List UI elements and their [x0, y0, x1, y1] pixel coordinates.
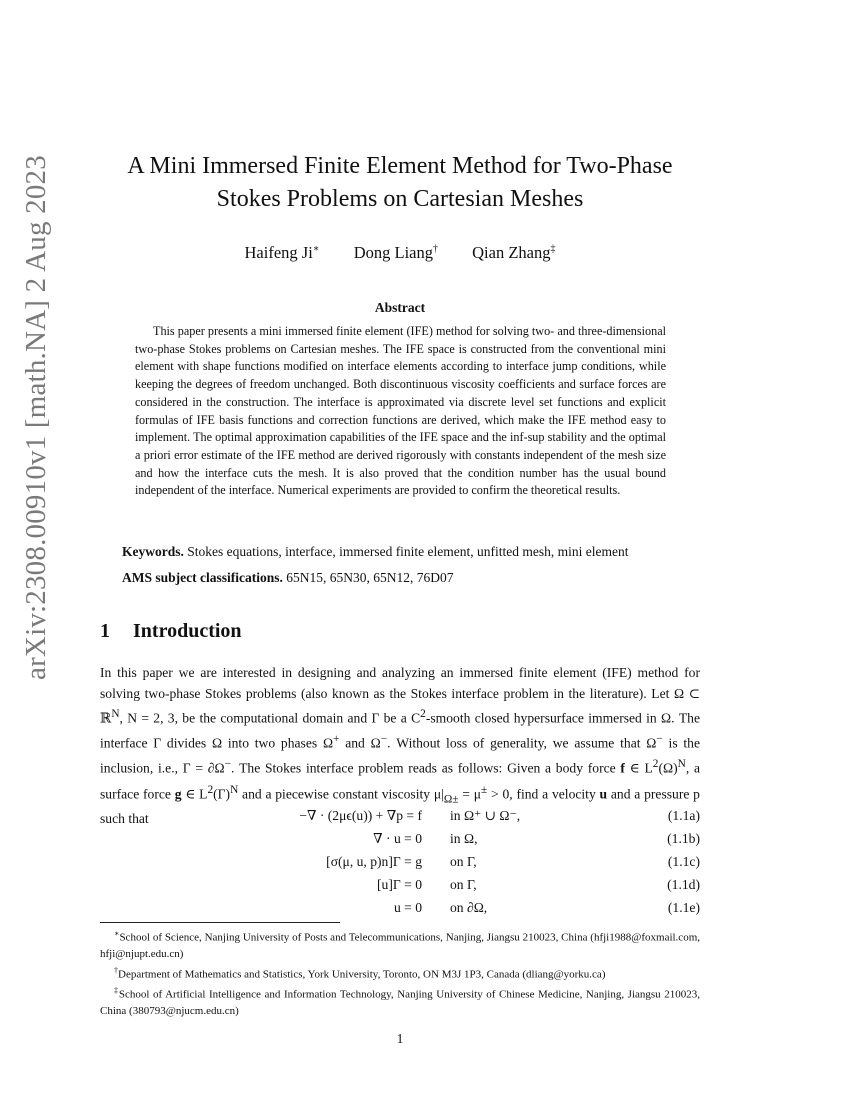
equation-lhs: [u]Γ = 0: [377, 877, 422, 892]
ams-text: 65N15, 65N30, 65N12, 76D07: [286, 570, 454, 585]
equation-row: [100, 831, 700, 854]
intro-text: (Γ): [213, 786, 231, 802]
superscript: −: [656, 733, 663, 746]
footnote-text: Department of Mathematics and Statistics, York University, Toronto, ON M3J 1P3, Canada (dliang@yorku.ca): [118, 968, 606, 981]
ams-label: AMS subject classifications.: [122, 570, 283, 585]
abstract-heading: Abstract: [374, 300, 426, 315]
equation-condition: on Γ,: [450, 854, 477, 869]
footnote: [100, 926, 700, 963]
author-3: [472, 243, 555, 262]
keywords-label: Keywords.: [122, 544, 184, 559]
author-list: [100, 243, 700, 263]
author-1: [245, 243, 320, 262]
footnote: [100, 983, 700, 1020]
intro-text: , a surface force: [100, 760, 700, 802]
title-line-1: A Mini Immersed Finite Element Method for Two-Phase: [127, 153, 673, 179]
superscript: −: [224, 758, 231, 771]
footnote-mark: ∗: [114, 929, 120, 938]
superscript: 2: [652, 758, 659, 771]
footnote: [100, 963, 700, 983]
equation-lhs: u = 0: [393, 900, 422, 915]
superscript: −: [380, 733, 388, 746]
equation-condition: on Γ,: [450, 877, 477, 892]
superscript: N: [111, 708, 120, 721]
section-title: Introduction: [133, 620, 242, 642]
author-name: Dong Liang: [353, 243, 433, 262]
author-mark: †: [433, 243, 438, 255]
intro-text: (Ω): [658, 760, 678, 776]
superscript: 2: [420, 708, 426, 721]
bold-symbol: g: [174, 786, 182, 802]
title-line-2: Stokes Problems on Cartesian Meshes: [216, 186, 584, 212]
intro-text: ∈ L: [624, 760, 653, 776]
footnote-mark: ‡: [114, 985, 119, 995]
equation-number: (1.1c): [667, 854, 700, 869]
author-name: Haifeng Ji: [244, 243, 313, 262]
page-number: 1: [396, 1031, 404, 1046]
subscript: Ω±: [443, 792, 459, 805]
abstract-body: [135, 323, 666, 500]
footnote-text: School of Artificial Intelligence and Information Technology, Nanjing University of Chinese Medicine, Nanjing, Jiangsu 210023, China (380793@njucm.edu.cn): [100, 988, 700, 1017]
equation-condition: in Ω⁺ ∪ Ω⁻,: [450, 808, 521, 823]
equation-condition: in Ω,: [450, 831, 478, 846]
footnotes: [100, 926, 700, 1019]
paper-title: [100, 150, 700, 216]
intro-text: Let Ω ⊂ ℝ: [100, 685, 701, 726]
equation-number: (1.1a): [667, 808, 700, 823]
intro-text: In this paper we are interested in designing and analyzing an immersed finite element (IFE) method for solving two-phase Stokes problems (also known as the Stokes interface problem in the literature).: [100, 665, 700, 701]
author-2: [354, 243, 438, 262]
superscript: +: [333, 733, 340, 746]
intro-text: -smooth closed hypersurface immersed in Ω. The interface Γ divides Ω into two phases Ω: [100, 710, 700, 751]
footnote-divider: [100, 922, 340, 923]
intro-text: is the inclusion, i.e., Γ = ∂Ω: [100, 735, 700, 776]
intro-text: = μ: [458, 786, 482, 802]
intro-text: . Without loss of generality, we assume that Ω: [387, 735, 657, 751]
keywords: [122, 543, 702, 561]
equation-lhs: ∇ · u = 0: [373, 831, 422, 846]
equation-row: [100, 808, 700, 831]
author-name: Qian Zhang: [472, 243, 551, 262]
intro-text: ∈ L: [181, 786, 208, 802]
arxiv-identifier: arXiv:2308.00910v1 [math.NA] 2 Aug 2023: [20, 155, 52, 680]
keywords-text: Stokes equations, interface, immersed finite element, unfitted mesh, mini element: [187, 544, 629, 559]
intro-text: , N = 2, 3, be the computational domain and Γ be a C: [119, 710, 421, 726]
equation-lhs: −∇ · (2μϵ(u)) + ∇p = f: [299, 808, 422, 823]
equation-condition: on ∂Ω,: [450, 900, 488, 915]
footnote-mark: †: [114, 965, 118, 975]
author-mark: ∗: [312, 243, 320, 255]
intro-text: and a pressure p such that: [100, 786, 700, 827]
equation-number: (1.1e): [667, 900, 700, 915]
author-mark: ‡: [550, 243, 556, 255]
superscript: ±: [481, 783, 488, 796]
intro-paragraph: [100, 663, 700, 830]
equation-number: (1.1d): [667, 877, 700, 892]
section-number: 1: [100, 620, 110, 642]
equation-row: [100, 854, 700, 877]
ams-classifications: [122, 569, 702, 587]
equation-lhs: [σ(μ, u, p)n]Γ = g: [326, 854, 422, 869]
abstract-text: This paper presents a mini immersed finite element (IFE) method for solving two- and three-dimensional two-phase Stokes problems on Cartesian meshes. The IFE space is constructed from the conventional mini element with shape functions modified on interface elements according to interface jump conditions, while keeping the degrees of freedom unchanged. Both discontinuous viscosity coefficients and surface forces are considered in the construction. The interface is approximated via discrete level set functions and explicit formulas of IFE basis functions and correction functions are derived, which make the IFE method easy to implement. The optimal approximation capabilities of the IFE space and the inf-sup stability and the optimal a priori error estimate of the IFE method are derived rigorously with constants independent of the mesh size and how the interface cuts the mesh. It is also proved that the condition number has the usual bound independent of the interface. Numerical experiments are provided to confirm the theoretical results.: [135, 324, 666, 498]
intro-text: . The Stokes interface problem reads as follows: Given a body force: [230, 760, 621, 776]
equation-row: [100, 877, 700, 900]
intro-text: > 0, find a velocity: [487, 786, 600, 802]
superscript: N: [230, 783, 239, 796]
intro-text: and Ω: [339, 735, 381, 751]
superscript: N: [677, 758, 686, 771]
equation-number: (1.1b): [667, 831, 700, 846]
superscript: 2: [207, 783, 214, 796]
equation-row: [100, 900, 700, 923]
intro-text: and a piecewise constant viscosity μ|: [238, 786, 444, 802]
section-heading: [100, 620, 242, 643]
footnote-text: School of Science, Nanjing University of Posts and Telecommunications, Nanjing, Jiangsu 210023, China (hfji1988@foxmail.com, hfji@njupt.edu.cn): [100, 931, 700, 961]
bold-symbol: u: [599, 786, 608, 802]
bold-symbol: f: [620, 760, 625, 776]
equation-system: [100, 808, 700, 923]
